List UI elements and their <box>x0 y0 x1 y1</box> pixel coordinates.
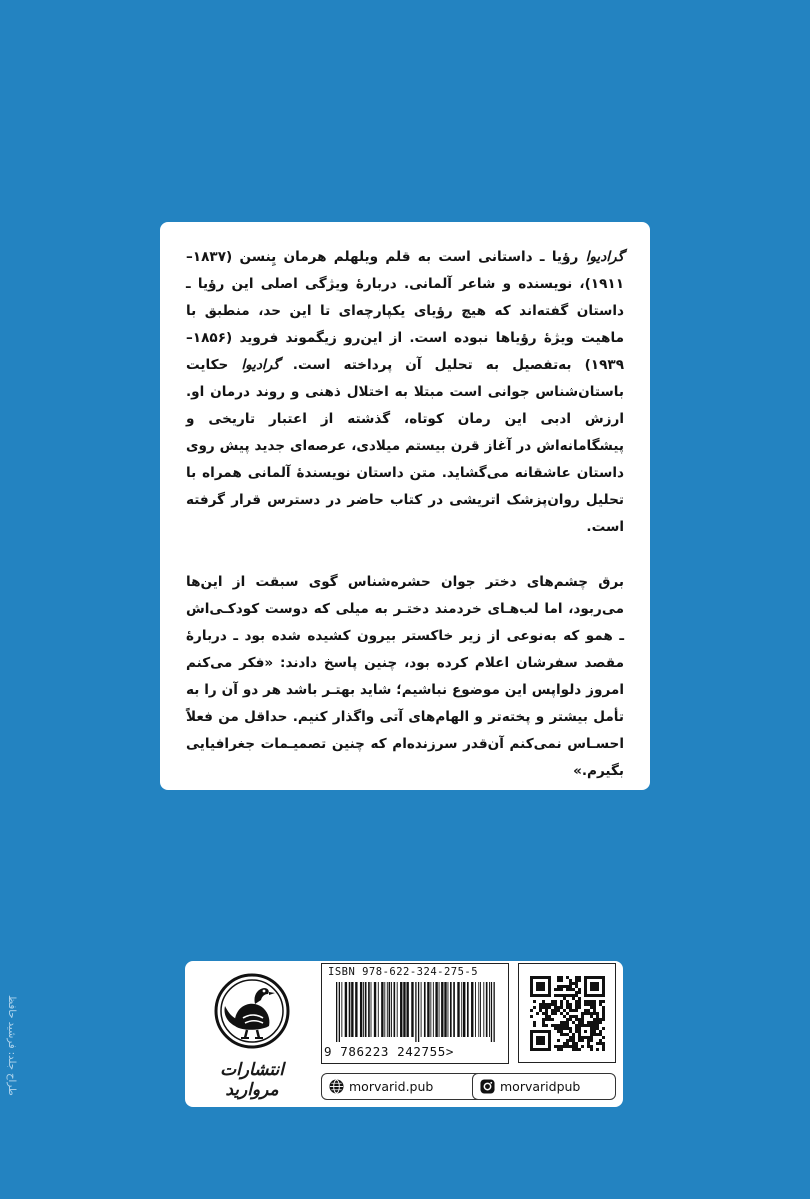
barcode-bars <box>336 982 496 1042</box>
publisher-logo <box>192 972 312 1100</box>
barcode-quiet-zone-marker: > <box>445 1044 455 1059</box>
qr-code-box <box>518 963 616 1063</box>
barcode-digits <box>324 1044 454 1059</box>
instagram-handle: morvaridpub <box>500 1079 581 1094</box>
isbn-label: ISBN 978-622-324-275-5 <box>328 966 479 978</box>
qr-code-icon <box>530 976 605 1051</box>
barcode-box <box>321 963 509 1064</box>
pheasant-bird-emblem-icon <box>213 972 291 1054</box>
globe-icon <box>329 1079 344 1094</box>
blurb-paragraph-1-part-1: رؤیا ـ داستانی است به قلم ویلهلم هرمان یِنسن (۱۸۳۷–۱۹۱۱)، نویسنده و شاعر آلمانی. دربارهٔ ویژگی اصلی این رؤیا ـ داستان گفته‌اند که هیچ رؤیای یکپارچه‌ای تا این حد، منطبق با ماهیت ویژهٔ رؤیاها نبوده است. از این‌رو زیگموند فروید (۱۸۵۶–۱۹۳۹) به‌تفصیل به تحلیل آن پرداخته است. <box>186 249 624 373</box>
blurb-paragraph-1-part-2: حکایت باستان‌شناس جوانی است مبتلا به اختلال ذهنی و روند درمان او. ارزش ادبی این رمان کوتاه، گذشته از اعتبار تاریخی و پیشگامانه‌اش در آغاز قرن بیستم میلادی، عرصه‌ای جدید پیش روی داستان عاشقانه می‌گشاید. متن داستان نویسندهٔ آلمانی همراه با تحلیل روان‌پزشک اتریشی در کتاب حاضر در دسترس قرار گرفته است. <box>186 357 624 535</box>
publisher-name: انتشارات مروارید <box>220 1060 284 1100</box>
designer-credit: طراح جلد: فرشید حافظ <box>6 994 17 1096</box>
instagram-link[interactable] <box>472 1073 616 1100</box>
website-url: morvarid.pub <box>349 1079 434 1094</box>
instagram-icon <box>480 1079 495 1094</box>
blurb-paragraph-2: برق چشم‌های دختر جوان حشره‌شناس گوی سبقت از این‌ها می‌ربود، اما لب‌هـای خردمند دختـر به میلی که دوست کودکـی‌اش ـ همو که به‌نوعی از زیر خاکستر بیرون کشیده شده بود ـ دربارهٔ مقصد سفرشان اعلام کرده بود، چنین پاسخ دادند: «فکر می‌کنم امروز دلواپس این موضوع نباشیم؛ شاید بهتـر باشد هر دو آن را به تأمل بیشتر و پخته‌تر و الهام‌های آتی واگذار کنیم. حداقل من فعلاً احسـاس نمی‌کنم آن‌قدر سرزنده‌ام که چنین تصمیـمات جغرافیایی بگیرم.» <box>186 574 624 779</box>
barcode-number: 9 786223 242755 <box>324 1044 446 1059</box>
book-title-mid: گرادیوا <box>241 357 280 373</box>
blurb-box <box>160 222 650 790</box>
book-title-lead: گرادیوا <box>585 249 624 265</box>
blurb-paragraph-1 <box>186 244 624 541</box>
